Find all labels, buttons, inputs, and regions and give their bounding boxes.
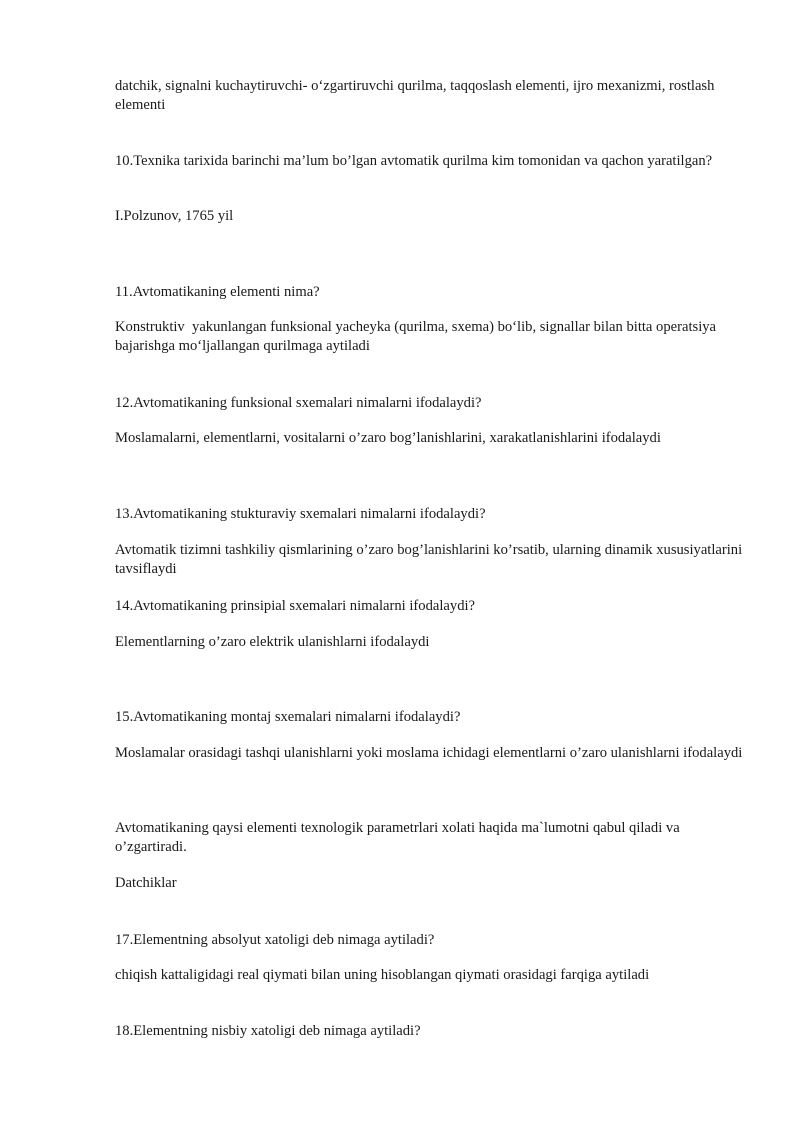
question-text: 17.Elementning absolyut xatoligi deb nimaga aytiladi? — [115, 932, 435, 948]
answer-text: I.Polzunov, 1765 yil — [115, 208, 234, 224]
question-text: 11.Avtomatikaning elementi nima? — [115, 284, 320, 300]
question-text: 12.Avtomatikaning funksional sxemalari nimalarni ifodalaydi? — [115, 395, 482, 411]
question-text: 15.Avtomatikaning montaj sxemalari nimalarni ifodalaydi? — [115, 709, 461, 725]
answer-text: datchik, signalni kuchaytiruvchi- o‘zgartiruvchi qurilma, taqqoslash elementi, ijro mexanizmi, rostlash elementi — [115, 78, 719, 113]
answer-text: Avtomatik tizimni tashkiliy qismlarining o’zaro bog’lanishlarini ko’rsatib, ularning dinamik xususiyatlarini tavsiflaydi — [115, 542, 746, 577]
answer-text: Datchiklar — [115, 875, 177, 891]
question-text: 10.Texnika tarixida barinchi ma’lum bo’lgan avtomatik qurilma kim tomonidan va qachon yaratilgan? — [115, 153, 713, 169]
question-text: Avtomatikaning qaysi elementi texnologik parametrlari xolati haqida ma`lumotni qabul qiladi va o’zgartiradi. — [115, 820, 684, 855]
answer-text: Elementlarning o’zaro elektrik ulanishlarni ifodalaydi — [115, 634, 430, 650]
question-text: 13.Avtomatikaning stukturaviy sxemalari nimalarni ifodalaydi? — [115, 506, 486, 522]
answer-text: Moslamalar orasidagi tashqi ulanishlarni yoki moslama ichidagi elementlarni o’zaro ulanishlarni ifodalaydi — [115, 745, 743, 761]
question-text: 18.Elementning nisbiy xatoligi deb nimaga aytiladi? — [115, 1023, 421, 1039]
answer-text: chiqish kattaligidagi real qiymati bilan uning hisoblangan qiymati orasidagi farqiga aytiladi — [115, 967, 650, 983]
answer-text: Konstruktiv yakunlangan funksional yacheyka (qurilma, sxema) bo‘lib, signallar bilan bitta operatsiya bajarishga mo‘ljallangan qurilmaga aytiladi — [115, 319, 720, 354]
question-text: 14.Avtomatikaning prinsipial sxemalari nimalarni ifodalaydi? — [115, 598, 476, 614]
answer-text: Moslamalarni, elementlarni, vositalarni o’zaro bog’lanishlarini, xarakatlanishlarini ifodalaydi — [115, 430, 661, 446]
